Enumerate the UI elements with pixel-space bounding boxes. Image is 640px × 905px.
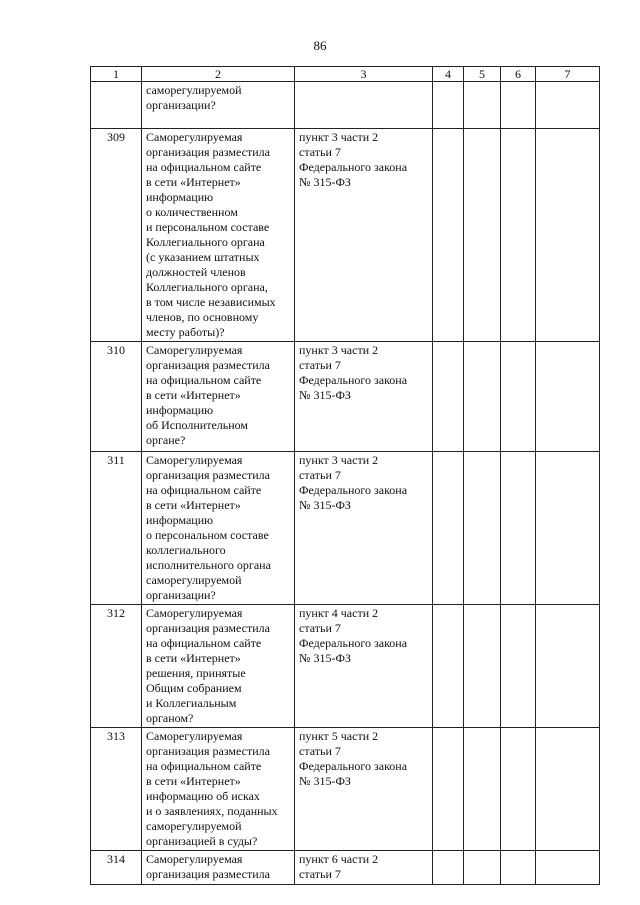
requirement-text: Саморегулируемая организация разместила: [142, 851, 295, 885]
column-header-6: 6: [501, 67, 536, 82]
answer-cell[interactable]: [433, 851, 464, 885]
answer-cell[interactable]: [501, 452, 536, 605]
table-row: [91, 129, 600, 342]
table-row: [91, 728, 600, 851]
answer-cell[interactable]: [464, 728, 501, 851]
requirement-text: Саморегулируемая организация разместила на официальном сайте в сети «Интернет» информацию об исках и о заявлениях, поданных саморегулируемой организацией в суды?: [142, 728, 295, 851]
note-cell[interactable]: [536, 342, 600, 452]
note-cell[interactable]: [536, 605, 600, 728]
requirement-text: Саморегулируемая организация разместила на официальном сайте в сети «Интернет» решения, принятые Общим собранием и Коллегиальным органом?: [142, 605, 295, 728]
column-header-3: 3: [295, 67, 433, 82]
legal-reference: пункт 6 части 2 статьи 7: [295, 851, 433, 885]
column-header-7: 7: [536, 67, 600, 82]
answer-cell[interactable]: [501, 342, 536, 452]
checklist-table: [90, 66, 600, 885]
column-header-4: 4: [433, 67, 464, 82]
answer-cell[interactable]: [501, 728, 536, 851]
legal-reference: [295, 82, 433, 129]
legal-reference: пункт 5 части 2 статьи 7 Федерального закона № 315-ФЗ: [295, 728, 433, 851]
row-number: 314: [91, 851, 142, 885]
note-cell[interactable]: [536, 728, 600, 851]
answer-cell[interactable]: [501, 851, 536, 885]
requirement-text: саморегулируемой организации?: [142, 82, 295, 129]
answer-cell[interactable]: [501, 605, 536, 728]
row-number: 311: [91, 452, 142, 605]
requirement-text: Саморегулируемая организация разместила на официальном сайте в сети «Интернет» информацию об Исполнительном органе?: [142, 342, 295, 452]
page-number: 86: [313, 38, 327, 53]
requirement-text: Саморегулируемая организация разместила на официальном сайте в сети «Интернет» информацию о количественном и персональном составе Коллегиального органа (с указанием штатных должностей членов Коллегиального органа, в том числе независимых членов, по основному месту работы)?: [142, 129, 295, 342]
column-header-2: 2: [142, 67, 295, 82]
table-row: [91, 452, 600, 605]
answer-cell[interactable]: [464, 342, 501, 452]
row-number: 309: [91, 129, 142, 342]
row-number: 312: [91, 605, 142, 728]
table-header-row: [91, 67, 600, 82]
row-number: 313: [91, 728, 142, 851]
answer-cell[interactable]: [433, 342, 464, 452]
answer-cell[interactable]: [433, 452, 464, 605]
requirement-text: Саморегулируемая организация разместила на официальном сайте в сети «Интернет» информацию о персональном составе коллегиального исполнительного органа саморегулируемой организации?: [142, 452, 295, 605]
legal-reference: пункт 3 части 2 статьи 7 Федерального закона № 315-ФЗ: [295, 342, 433, 452]
answer-cell[interactable]: [464, 851, 501, 885]
table-row: [91, 605, 600, 728]
answer-cell[interactable]: [433, 605, 464, 728]
answer-cell[interactable]: [501, 82, 536, 129]
row-number: [91, 82, 142, 129]
answer-cell[interactable]: [464, 452, 501, 605]
note-cell[interactable]: [536, 82, 600, 129]
column-header-1: 1: [91, 67, 142, 82]
table-row: [91, 82, 600, 129]
column-header-5: 5: [464, 67, 501, 82]
answer-cell[interactable]: [433, 82, 464, 129]
note-cell[interactable]: [536, 452, 600, 605]
legal-reference: пункт 3 части 2 статьи 7 Федерального закона № 315-ФЗ: [295, 452, 433, 605]
answer-cell[interactable]: [433, 728, 464, 851]
answer-cell[interactable]: [464, 605, 501, 728]
legal-reference: пункт 4 части 2 статьи 7 Федерального закона № 315-ФЗ: [295, 605, 433, 728]
legal-reference: пункт 3 части 2 статьи 7 Федерального закона № 315-ФЗ: [295, 129, 433, 342]
table-row: [91, 851, 600, 885]
table-row: [91, 342, 600, 452]
note-cell[interactable]: [536, 851, 600, 885]
answer-cell[interactable]: [464, 82, 501, 129]
answer-cell[interactable]: [501, 129, 536, 342]
answer-cell[interactable]: [433, 129, 464, 342]
note-cell[interactable]: [536, 129, 600, 342]
answer-cell[interactable]: [464, 129, 501, 342]
row-number: 310: [91, 342, 142, 452]
